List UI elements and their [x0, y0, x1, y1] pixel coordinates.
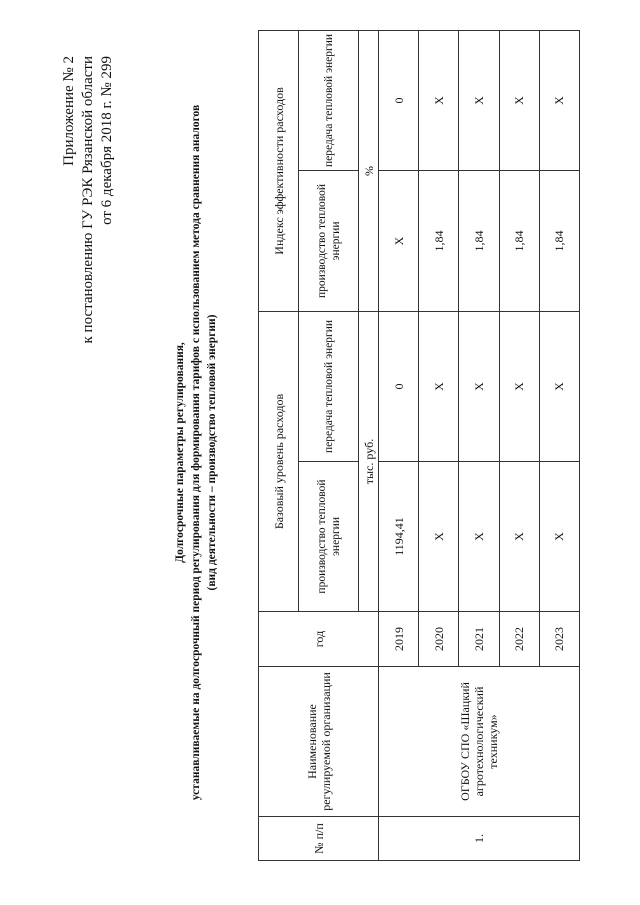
year-cell: 2022 [499, 612, 539, 667]
title-line-3: (вид деятельности – производство тепловой энергии) [206, 314, 218, 591]
title-line-2: устанавливаемые на долгосрочный период регулирования для формирования тарифов с использованием метода сравнения аналогов [190, 104, 202, 801]
index-prod-cell: 1,84 [499, 170, 539, 311]
header-org: Наименование регулируемой организации [259, 667, 379, 817]
organization-name: ОГБОУ СПО «Шацкий агротехнологический техникум» [379, 667, 580, 817]
index-trans-cell: X [499, 30, 539, 170]
index-prod-cell: 1,84 [419, 170, 459, 311]
appendix-reference: к постановлению ГУ РЭК Рязанской области [80, 56, 96, 344]
table-row [379, 30, 419, 860]
year-cell: 2023 [539, 612, 579, 667]
index-trans-cell: 0 [379, 30, 419, 170]
index-prod-cell: X [379, 170, 419, 311]
year-cell: 2020 [419, 612, 459, 667]
header-index-trans: передача тепловой энергии [299, 30, 359, 170]
table-header-row [259, 30, 299, 860]
unit-index: % [359, 30, 379, 311]
header-index-group: Индекс эффективности расходов [259, 30, 299, 311]
base-prod-cell: X [539, 462, 579, 612]
index-prod-cell: 1,84 [459, 170, 499, 311]
index-prod-cell: 1,84 [539, 170, 579, 311]
header-base-group: Базовый уровень расходов [259, 311, 299, 611]
header-num: № п/п [259, 817, 379, 861]
unit-base: тыс. руб. [359, 311, 379, 611]
base-trans-cell: X [499, 311, 539, 461]
header-base-trans: передача тепловой энергии [299, 311, 359, 461]
title-line-1: Долгосрочные параметры регулирования, [174, 342, 186, 563]
appendix-number: Приложение № 2 [61, 56, 77, 166]
header-year: год [259, 612, 379, 667]
document-title [172, 40, 220, 865]
base-trans-cell: X [539, 311, 579, 461]
header-base-prod: производство тепловой энергии [299, 462, 359, 612]
header-index-prod: производство тепловой энергии [299, 170, 359, 311]
index-trans-cell: X [539, 30, 579, 170]
year-cell: 2021 [459, 612, 499, 667]
appendix-date: от 6 декабря 2018 г. № 299 [99, 56, 115, 225]
appendix-header [60, 56, 117, 343]
parameters-table [258, 30, 580, 861]
base-trans-cell: 0 [379, 311, 419, 461]
base-prod-cell: 1194,41 [379, 462, 419, 612]
base-trans-cell: X [459, 311, 499, 461]
index-trans-cell: X [459, 30, 499, 170]
base-prod-cell: X [419, 462, 459, 612]
base-prod-cell: X [459, 462, 499, 612]
row-number: 1. [379, 817, 580, 861]
base-prod-cell: X [499, 462, 539, 612]
index-trans-cell: X [419, 30, 459, 170]
year-cell: 2019 [379, 612, 419, 667]
base-trans-cell: X [419, 311, 459, 461]
